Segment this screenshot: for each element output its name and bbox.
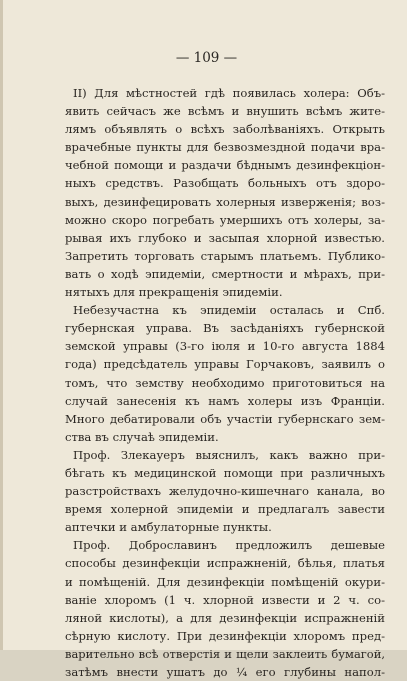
- text-line: томъ, что земству необходимо приготовиться на: [65, 375, 385, 390]
- text-line: врачебные пункты для безвозмездной подачи вра-: [65, 140, 385, 155]
- text-line: явить сейчасъ же всѣмъ и внушить всѣмъ жите-: [65, 104, 385, 119]
- text-line: затѣмъ внести ушатъ до ¼ его глубины напол-: [65, 665, 385, 679]
- text-line: бѣгать къ медицинской помощи при различныхъ: [65, 465, 385, 480]
- text-line: случай занесенія къ намъ холеры изъ Франціи.: [65, 393, 385, 408]
- text-line: время холерной эпидеміи и предлагалъ завести: [65, 502, 385, 517]
- text-line: и помѣщеній. Для дезинфекціи помѣщеній окури-: [65, 574, 385, 589]
- text-line: Запретить торговать старымъ платьемъ. Публико-: [65, 248, 385, 263]
- paragraph-prof-zlekauer: [65, 446, 385, 536]
- text-line: нятыхъ для прекращенія эпидеміи.: [65, 285, 283, 300]
- text-line: ства въ случаѣ эпидеміи.: [65, 429, 219, 444]
- text-line: варительно всѣ отверстія и щели заклеить бумагой,: [65, 646, 385, 661]
- paragraph-gubernia-board: [65, 301, 385, 446]
- text-line: Много дебатировали объ участіи губернскаго зем-: [65, 411, 385, 426]
- text-line: Проф. Доброславинъ предложилъ дешевые: [73, 538, 385, 553]
- text-line: можно скоро погребать умершихъ отъ холеры, за-: [65, 212, 385, 227]
- text-line: ныхъ средствъ. Разобщать больныхъ отъ здоро-: [65, 176, 385, 191]
- text-line: разстройствахъ желудочно-кишечнаго канала, во: [65, 484, 385, 499]
- text-line: аптечки и амбулаторные пункты.: [65, 520, 272, 535]
- text-line: года) предсѣдатель управы Горчаковъ, заявилъ о: [65, 357, 385, 372]
- text-line: сѣрную кислоту. При дезинфекціи хлоромъ пред-: [65, 628, 385, 643]
- text-line: Проф. Злекауеръ выяснилъ, какъ важно при-: [73, 447, 385, 462]
- text-line: выхъ, дезинфецировать холерныя изверженія; воз-: [65, 194, 385, 209]
- text-line: Небезучастна къ эпидеміи осталась и Спб.: [73, 303, 385, 318]
- text-line: губернская управа. Въ засѣданіяхъ губернской: [65, 321, 385, 336]
- text-line: ваніе хлоромъ (1 ч. хлорной извести и 2 ч. со-: [65, 592, 385, 607]
- text-line: II) Для мѣстностей гдѣ появилась холера: Объ-: [73, 86, 385, 100]
- paragraph-prof-dobroslavin: [65, 536, 385, 681]
- page-number: — 109 —: [175, 50, 238, 66]
- body-text: [65, 84, 385, 681]
- text-line: ляной кислоты), а для дезинфекціи испражненій: [65, 610, 385, 625]
- text-line: вать о ходѣ эпидеміи, смертности и мѣрахъ, при-: [65, 266, 385, 281]
- text-line: чебной помощи и раздачи бѣднымъ дезинфекціон-: [65, 158, 385, 173]
- paragraph-cholera-measures: [65, 84, 385, 301]
- text-line: земской управы (3-го іюля и 10-го августа 1884: [65, 339, 385, 354]
- text-line: лямъ объявлять о всѣхъ заболѣваніяхъ. Открыть: [65, 122, 385, 137]
- text-line: способы дезинфекціи испражненій, бѣлья, платья: [65, 556, 385, 571]
- text-line: рывая ихъ глубоко и засыпая хлорной известью.: [65, 230, 385, 245]
